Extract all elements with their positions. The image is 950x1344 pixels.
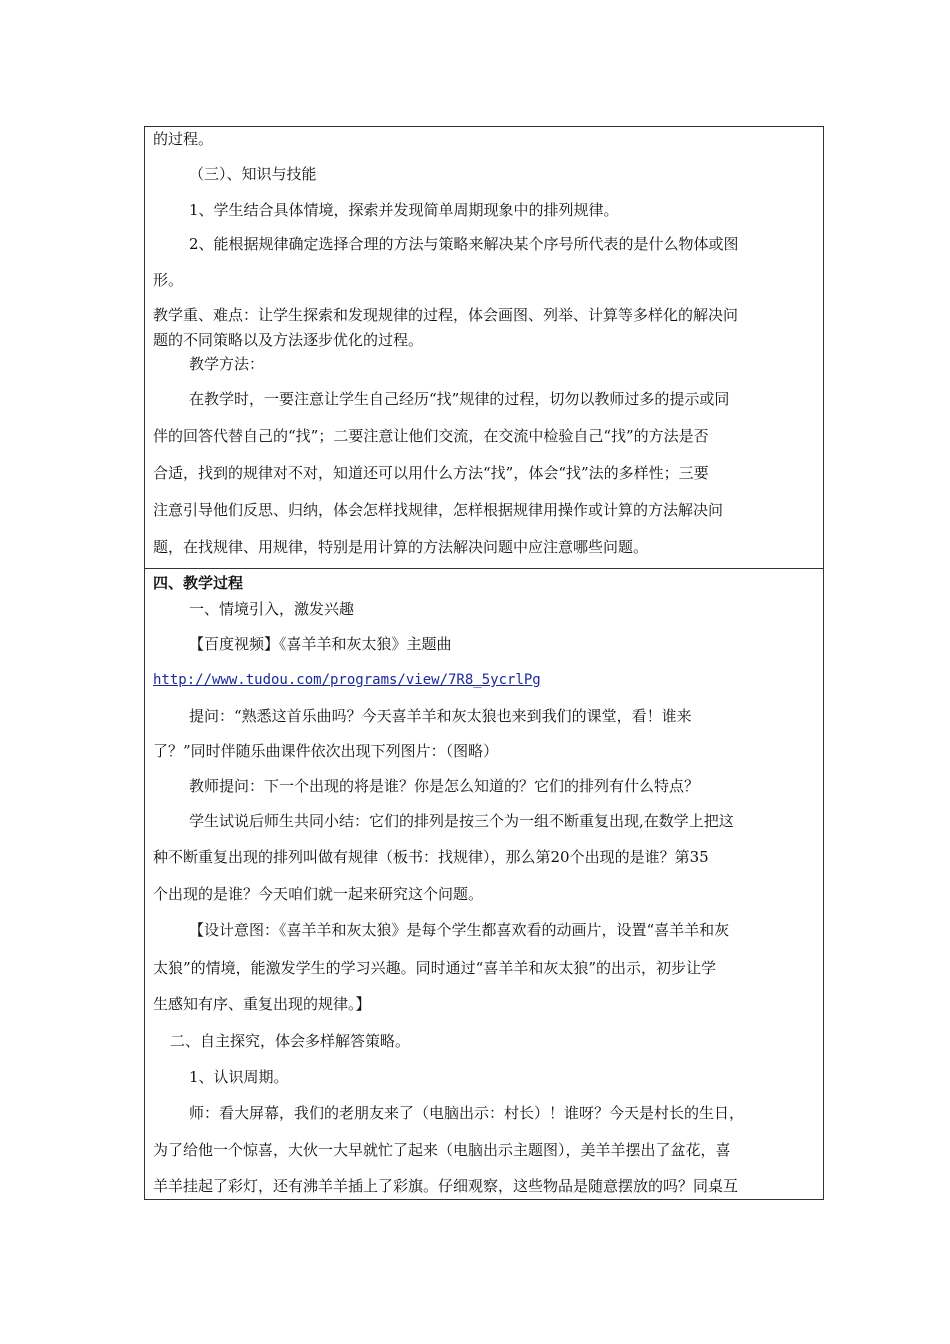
text-line: 一、情境引入，激发兴趣 xyxy=(189,600,355,618)
text-line: 教师提问：下一个出现的将是谁？你是怎么知道的？它们的排列有什么特点？ xyxy=(189,777,700,795)
text-line: 师：看大屏幕，我们的老朋友来了（电脑出示：村长）！谁呀？今天是村长的生日， xyxy=(189,1104,745,1122)
text-line: 2、能根据规律确定选择合理的方法与策略来解决某个序号所代表的是什么物体或图 xyxy=(189,235,739,253)
text-line: 1、学生结合具体情境，探索并发现简单周期现象中的排列规律。 xyxy=(189,201,619,219)
text-line: 羊羊挂起了彩灯，还有沸羊羊插上了彩旗。仔细观察，这些物品是随意摆放的吗？同桌互 xyxy=(153,1177,739,1195)
video-link[interactable]: http://www.tudou.com/programs/view/7R8_5ycrlPg xyxy=(153,672,541,688)
text-line: 形。 xyxy=(153,271,184,289)
text-line: 注意引导他们反思、归纳，体会怎样找规律，怎样根据规律用操作或计算的方法解决问 xyxy=(153,501,724,519)
text-line: 种不断重复出现的排列叫做有规律（板书：找规律），那么第20个出现的是谁？第35 xyxy=(153,848,709,866)
text-line: 为了给他一个惊喜，大伙一大早就忙了起来（电脑出示主题图），美羊羊摆出了盆花，喜 xyxy=(153,1141,731,1159)
text-line: 生感知有序、重复出现的规律。】 xyxy=(153,995,371,1013)
text-line: 【百度视频】《喜羊羊和灰太狼》主题曲 xyxy=(189,635,452,653)
section-heading: 四、教学过程 xyxy=(153,574,244,592)
text-line: 太狼”的情境，能激发学生的学习兴趣。同时通过“喜羊羊和灰太狼”的出示，初步让学 xyxy=(153,959,717,977)
text-line: 题的不同策略以及方法逐步优化的过程。 xyxy=(153,331,424,349)
text-line: 了？”同时伴随乐曲课件依次出现下列图片：（图略） xyxy=(153,742,499,760)
text-line: 的过程。 xyxy=(153,130,214,148)
text-line: 【设计意图：《喜羊羊和灰太狼》是每个学生都喜欢看的动画片，设置“喜羊羊和灰 xyxy=(189,921,730,939)
text-line: 学生试说后师生共同小结：它们的排列是按三个为一组不断重复出现,在数学上把这 xyxy=(189,812,734,830)
text-line: 伴的回答代替自己的“找”；二要注意让他们交流，在交流中检验自己“找”的方法是否 xyxy=(153,427,709,445)
text-line: 1、认识周期。 xyxy=(189,1068,289,1086)
text-line: 提问：“熟悉这首乐曲吗？今天喜羊羊和灰太狼也来到我们的课堂，看！谁来 xyxy=(189,707,692,725)
text-line: 教学重、难点：让学生探索和发现规律的过程，体会画图、列举、计算等多样化的解决问 xyxy=(153,306,739,324)
text-line: 个出现的是谁？今天咱们就一起来研究这个问题。 xyxy=(153,885,484,903)
subheading-knowledge-skills: （三）、知识与技能 xyxy=(189,165,317,183)
text-line: 合适，找到的规律对不对，知道还可以用什么方法“找”，体会“找”法的多样性；三要 xyxy=(153,464,709,482)
subheading-teaching-method: 教学方法： xyxy=(189,355,265,373)
text-line: 在教学时，一要注意让学生自己经历“找”规律的过程，切勿以教师过多的提示或同 xyxy=(189,390,730,408)
text-line: 二、自主探究，体会多样解答策略。 xyxy=(170,1032,411,1050)
text-line: 题，在找规律、用规律，特别是用计算的方法解决问题中应注意哪些问题。 xyxy=(153,538,649,556)
